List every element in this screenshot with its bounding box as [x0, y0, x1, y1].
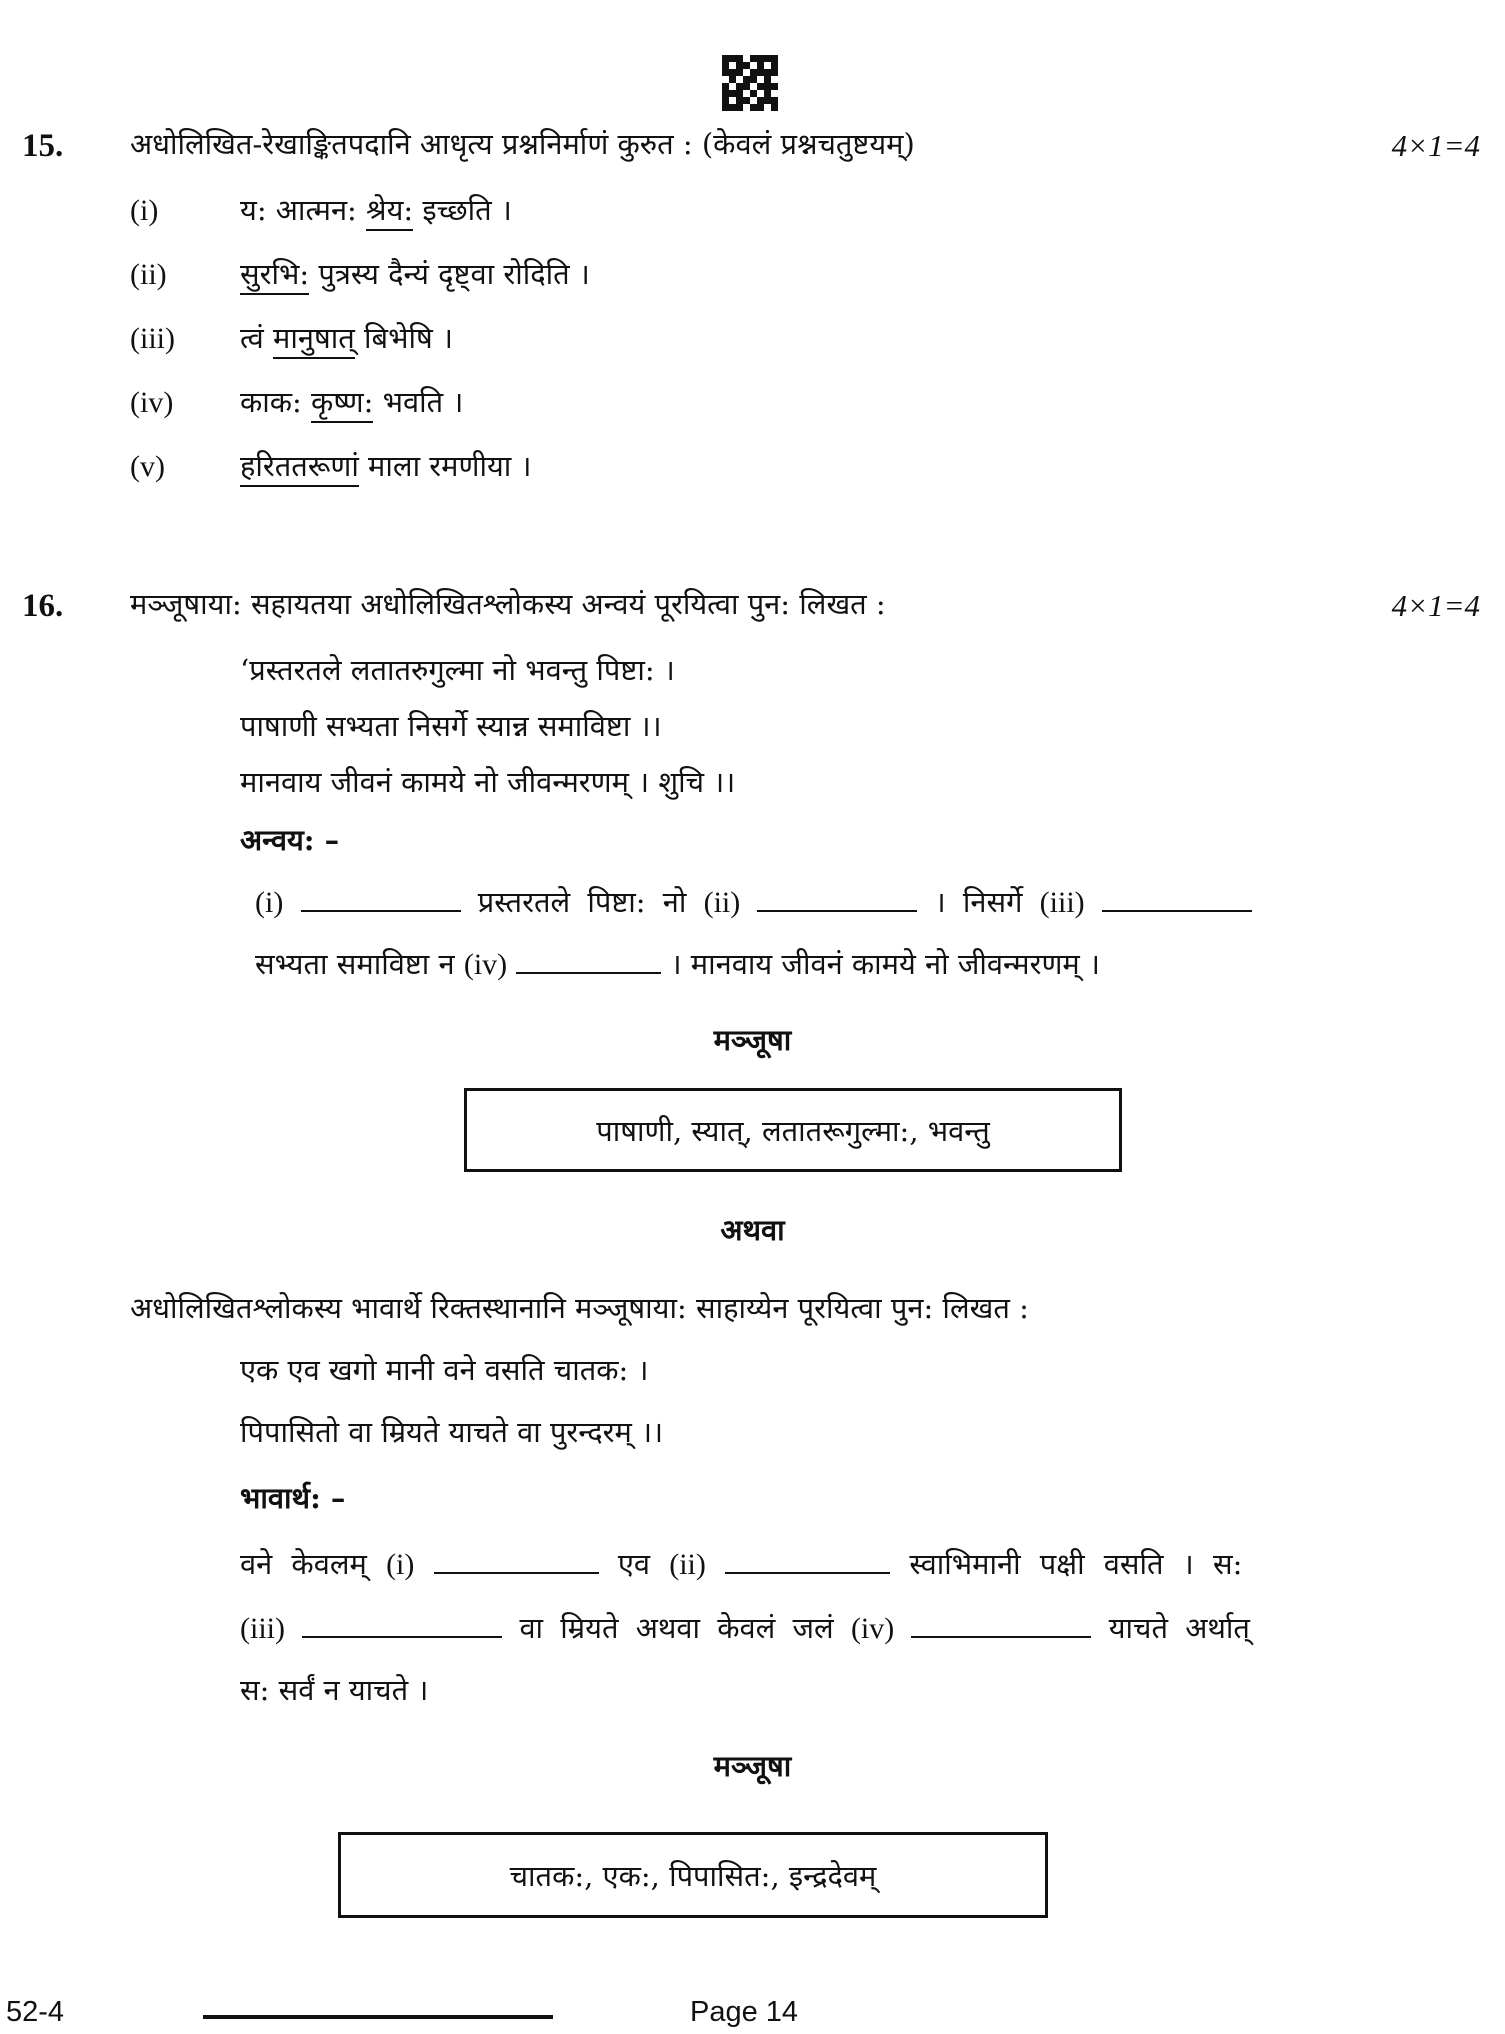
underlined-word: सुरभि: — [240, 257, 309, 295]
alt-shloka-line-1: एक एव खगो मानी वने वसति चातक: । — [240, 1353, 649, 1387]
blank-ii[interactable] — [757, 886, 917, 912]
underlined-word: हरिततरूणां — [240, 449, 359, 487]
q15-item-4: (iv) काक: कृष्ण: भवति । — [130, 384, 463, 421]
page-number: Page 14 — [690, 1996, 799, 2028]
question-15-marks: 4×1=4 — [1391, 128, 1480, 163]
or-label: अथवा — [720, 1213, 785, 1247]
anvaya-line-2: सभ्यता समाविष्टा न (iv) । मानवाय जीवनं कामये नो जीवन्मरणम् । — [255, 947, 1100, 981]
manjusha2-words: चातक:, एक:, पिपासित:, इन्द्रदेवम् — [509, 1858, 877, 1893]
blank-iii[interactable] — [1102, 886, 1252, 912]
question-16-instruction: मञ्जूषाया: सहायतया अधोलिखितश्लोकस्य अन्वयं पूरयित्वा पुन: लिखत : — [130, 587, 886, 621]
underlined-word: श्रेय: — [366, 193, 413, 231]
manjusha-box — [464, 1088, 1122, 1172]
question-15-instruction: अधोलिखित-रेखाङ्कितपदानि आधृत्य प्रश्ननिर्माणं कुरुत : (केवलं प्रश्नचतुष्टयम्) — [130, 127, 915, 161]
footer-rule — [203, 2015, 553, 2019]
q15-item-2: (ii) सुरभि: पुत्रस्य दैन्यं दृष्ट्वा रोदिति । — [130, 256, 590, 293]
underlined-word: कृष्ण: — [311, 385, 373, 423]
q15-item-1: (i) य: आत्मन: श्रेय: इच्छति । — [130, 192, 512, 229]
item-label: (iii) — [130, 322, 175, 355]
shloka-line-1: ‘प्रस्तरतले लतातरुगुल्मा नो भवन्तु पिष्टा: । — [240, 653, 675, 687]
item-label: (iv) — [130, 386, 174, 419]
anvaya-label: अन्वय: – — [240, 823, 340, 857]
item-label: (v) — [130, 450, 165, 483]
item-label: (i) — [130, 194, 159, 227]
bhavartha-line-1: वने केवलम् (i) एव (ii) स्वाभिमानी पक्षी वसति । स: — [240, 1547, 1243, 1581]
alt-instruction: अधोलिखितश्लोकस्य भावार्थे रिक्तस्थानानि मञ्जूषाया: साहाय्येन पूरयित्वा पुन: लिखत : — [130, 1291, 1029, 1325]
question-15-number: 15. — [22, 128, 64, 164]
bhavartha-line-3: स: सर्वं न याचते । — [240, 1673, 429, 1707]
bhavartha-blank-i[interactable] — [434, 1548, 599, 1574]
question-16-marks: 4×1=4 — [1391, 588, 1480, 623]
qr-code-icon — [722, 55, 778, 111]
bhavartha-line-2: (iii) वा म्रियते अथवा केवलं जलं (iv) याचते अर्थात् — [240, 1611, 1250, 1645]
question-16-number: 16. — [22, 588, 64, 624]
paper-code: 52-4 — [6, 1996, 65, 2028]
bhavartha-blank-iii[interactable] — [302, 1612, 502, 1638]
bhavartha-label: भावार्थ: – — [240, 1481, 346, 1515]
q15-item-5: (v) हरिततरूणां माला रमणीया । — [130, 448, 532, 485]
manjusha2-box — [338, 1832, 1048, 1918]
shloka-line-3: मानवाय जीवनं कामये नो जीवन्मरणम् । शुचि ।। — [240, 765, 736, 799]
manjusha2-title: मञ्जूषा — [713, 1749, 792, 1783]
alt-shloka-line-2: पिपासितो वा म्रियते याचते वा पुरन्दरम् ।। — [240, 1415, 664, 1449]
item-label: (ii) — [130, 258, 167, 291]
shloka-line-2: पाषाणी सभ्यता निसर्गे स्यान्न समाविष्टा ।। — [240, 709, 662, 743]
manjusha-words: पाषाणी, स्यात्, लतातरूगुल्मा:, भवन्तु — [596, 1113, 990, 1148]
anvaya-line-1: (i) प्रस्तरतले पिष्टा: नो (ii) । निसर्गे (iii) — [255, 884, 1252, 921]
blank-i[interactable] — [301, 886, 461, 912]
manjusha-title: मञ्जूषा — [713, 1023, 792, 1057]
bhavartha-blank-ii[interactable] — [725, 1548, 890, 1574]
underlined-word: मानुषात् — [273, 321, 355, 359]
blank-iv[interactable] — [516, 948, 661, 974]
bhavartha-blank-iv[interactable] — [911, 1612, 1091, 1638]
q15-item-3: (iii) त्वं मानुषात् बिभेषि । — [130, 320, 453, 357]
